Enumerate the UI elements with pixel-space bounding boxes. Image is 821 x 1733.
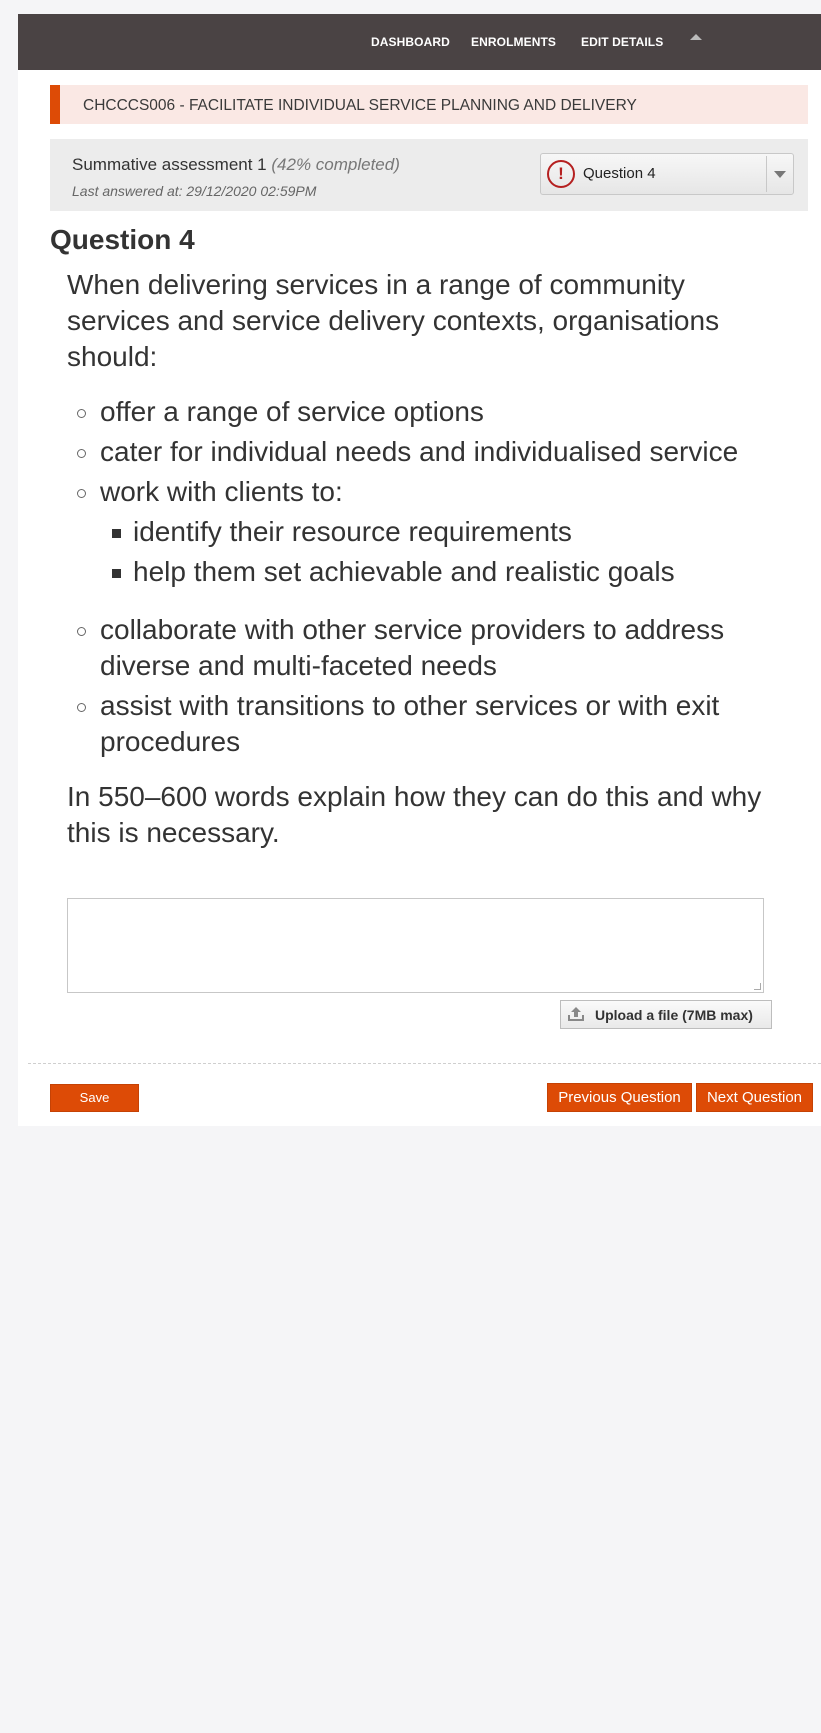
nav-edit-details[interactable]: EDIT DETAILS: [581, 35, 664, 49]
list-item: cater for individual needs and individualised service: [67, 434, 787, 470]
list-item: collaborate with other service providers to address diverse and multi-faceted needs: [67, 612, 787, 684]
next-question-button[interactable]: Next Question: [696, 1083, 813, 1112]
assessment-title: Summative assessment 1: [72, 155, 267, 174]
question-intro: When delivering services in a range of community services and service delivery contexts, organisations should:: [67, 269, 720, 372]
chevron-down-icon[interactable]: [774, 171, 786, 178]
assessment-name: [72, 155, 400, 175]
previous-question-button[interactable]: Previous Question: [547, 1083, 692, 1112]
upload-icon: [567, 1006, 585, 1022]
sub-list-item: help them set achievable and realistic goals: [100, 554, 787, 590]
question-instruction: In 550–600 words explain how they can do this and why this is necessary.: [67, 781, 762, 848]
upload-file-button[interactable]: [560, 1000, 772, 1029]
question-body: [67, 267, 787, 851]
assessment-panel: [50, 139, 808, 211]
question-select-value: Question 4: [583, 165, 656, 182]
answer-textarea[interactable]: [67, 898, 764, 993]
nav-enrolments[interactable]: ENROLMENTS: [471, 35, 556, 49]
question-heading: Question 4: [50, 224, 195, 255]
top-navigation-bar: [18, 14, 821, 70]
warning-icon: !: [547, 160, 575, 188]
caret-up-icon[interactable]: [690, 34, 702, 40]
footer-divider: [28, 1063, 821, 1064]
list-item: assist with transitions to other services or with exit procedures: [67, 688, 787, 760]
banner-accent: [50, 85, 60, 124]
upload-label: Upload a file (7MB max): [595, 1007, 753, 1023]
save-button[interactable]: Save: [50, 1084, 139, 1112]
course-banner: [50, 85, 808, 124]
sub-list-item: identify their resource requirements: [100, 514, 787, 550]
page-container: [18, 14, 821, 1126]
nav-dashboard[interactable]: DASHBOARD: [371, 35, 450, 49]
course-title: CHCCCS006 - FACILITATE INDIVIDUAL SERVICE PLANNING AND DELIVERY: [83, 97, 637, 114]
list-item: work with clients to: identify their resource requirements help them set achievable and realistic goals: [67, 474, 787, 590]
sub-list: [100, 514, 787, 590]
question-list: [67, 394, 787, 760]
last-answered: Last answered at: 29/12/2020 02:59PM: [72, 183, 317, 199]
question-select[interactable]: [540, 153, 794, 195]
assessment-progress: (42% completed): [271, 155, 400, 174]
select-divider: [766, 156, 767, 192]
list-item: offer a range of service options: [67, 394, 787, 430]
